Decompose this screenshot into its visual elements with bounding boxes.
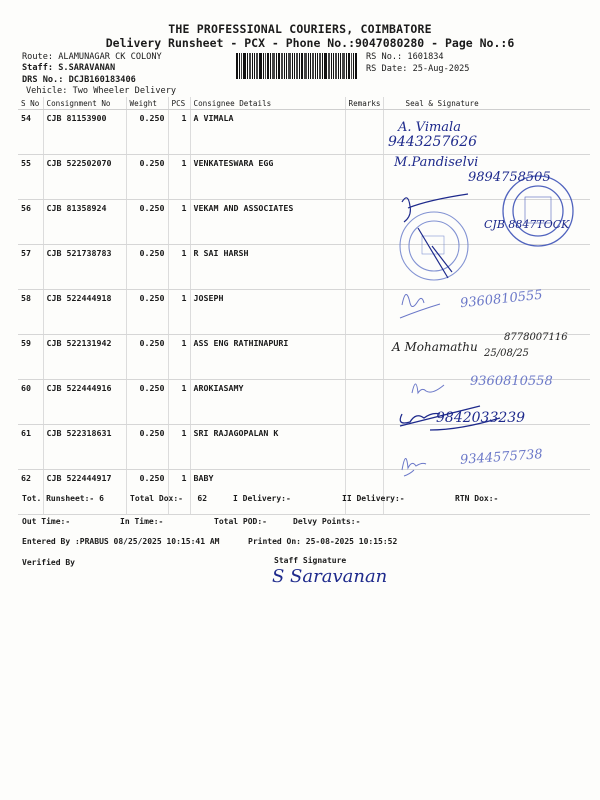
- cell-pcs: 1: [168, 110, 190, 155]
- cell-consignee: ASS ENG RATHINAPURI: [190, 335, 345, 380]
- cell-consignee: A VIMALA: [190, 110, 345, 155]
- i-delivery: I Delivery:-: [233, 494, 291, 503]
- table-row: [18, 245, 590, 290]
- total-dox: Total Dox:- 62: [130, 494, 208, 503]
- barcode-bar: [338, 53, 339, 79]
- staff-signature: S Saravanan: [272, 566, 388, 587]
- barcode-bar: [292, 53, 293, 79]
- cell-pcs: 1: [168, 380, 190, 425]
- handwritten-date-row59: 25/08/25: [484, 348, 529, 359]
- barcode-bar: [270, 53, 271, 79]
- cell-consignment: CJB 522444916: [43, 380, 126, 425]
- cell-consignee: R SAI HARSH: [190, 245, 345, 290]
- cell-pcs: 1: [168, 335, 190, 380]
- cell-remarks: [345, 470, 383, 515]
- cell-remarks: [345, 110, 383, 155]
- page-title: THE PROFESSIONAL COURIERS, COIMBATORE: [168, 22, 432, 36]
- handwritten-phone-row54: 9443257626: [388, 134, 478, 150]
- cell-sno: 57: [18, 245, 43, 290]
- cell-pcs: 1: [168, 470, 190, 515]
- cell-sno: 55: [18, 155, 43, 200]
- tot-runsheet: Tot. Runsheet:- 6: [22, 494, 104, 503]
- cell-sno: 59: [18, 335, 43, 380]
- cell-weight: 0.250: [126, 335, 168, 380]
- cell-pcs: 1: [168, 290, 190, 335]
- entered-by: Entered By :PRABUS 08/25/2025 10:15:41 AM: [22, 537, 220, 546]
- barcode: [236, 53, 366, 79]
- barcode-bar: [340, 53, 341, 79]
- runsheet-subtitle: Delivery Runsheet - PCX - Phone No.:9047080280 - Page No.:6: [105, 36, 515, 50]
- cell-consignment: CJB 81153900: [43, 110, 126, 155]
- rtn-dox: RTN Dox:-: [455, 494, 499, 503]
- barcode-bar: [252, 53, 253, 79]
- barcode-bar: [247, 53, 248, 79]
- barcode-bar: [335, 53, 337, 79]
- barcode-bar: [249, 53, 251, 79]
- printed-on: Printed On: 25-08-2025 10:15:52: [248, 537, 398, 546]
- barcode-bar: [272, 53, 275, 79]
- col-pcs: PCS: [168, 97, 190, 110]
- cell-remarks: [345, 290, 383, 335]
- barcode-bar: [333, 53, 334, 79]
- barcode-bar: [236, 53, 238, 79]
- handwritten-phone-row59: 8778007116: [504, 332, 568, 343]
- in-time: In Time:-: [120, 517, 164, 526]
- staff-signature-label: Staff Signature: [274, 556, 347, 565]
- total-pod: Total POD:-: [214, 517, 267, 526]
- barcode-bar: [239, 53, 240, 79]
- cell-weight: 0.250: [126, 290, 168, 335]
- barcode-bar: [310, 53, 311, 79]
- cell-consignment: CJB 521738783: [43, 245, 126, 290]
- barcode-bar: [324, 53, 327, 79]
- handwritten-stamp-note-row56: CJB 8847TOCK: [484, 218, 570, 231]
- cell-remarks: [345, 245, 383, 290]
- barcode-bar: [284, 53, 285, 79]
- cell-remarks: [345, 155, 383, 200]
- cell-pcs: 1: [168, 245, 190, 290]
- cell-sno: 58: [18, 290, 43, 335]
- barcode-bar: [317, 53, 318, 79]
- barcode-bar: [308, 53, 309, 79]
- barcode-bar: [276, 53, 277, 79]
- handwritten-name-row59: A Mohamathu: [392, 340, 478, 354]
- cell-weight: 0.250: [126, 155, 168, 200]
- out-time: Out Time:-: [22, 517, 71, 526]
- col-consignee: Consignee Details: [190, 97, 345, 110]
- barcode-bar: [259, 53, 262, 79]
- barcode-bar: [351, 53, 352, 79]
- barcode-bar: [315, 53, 316, 79]
- barcode-bar: [294, 53, 295, 79]
- barcode-bar: [263, 53, 264, 79]
- barcode-bar: [288, 53, 291, 79]
- handwritten-phone-row55: 9894758505: [468, 170, 551, 185]
- cell-sno: 54: [18, 110, 43, 155]
- cell-remarks: [345, 425, 383, 470]
- table-row: [18, 470, 590, 515]
- barcode-bar: [254, 53, 255, 79]
- cell-consignment: CJB 522444917: [43, 470, 126, 515]
- cell-remarks: [345, 200, 383, 245]
- barcode-bar: [304, 53, 307, 79]
- handwritten-phone-row61: 9842033239: [436, 410, 526, 426]
- barcode-bar: [299, 53, 300, 79]
- drs-number: DRS No.: DCJB160183406: [22, 75, 136, 85]
- col-weight: Weight: [126, 97, 168, 110]
- barcode-bar: [319, 53, 321, 79]
- barcode-bar: [322, 53, 323, 79]
- route-label: Route: ALAMUNAGAR CK COLONY: [22, 52, 162, 62]
- cell-consignee: VENKATESWARA EGG: [190, 155, 345, 200]
- barcode-bar: [346, 53, 347, 79]
- cell-weight: 0.250: [126, 110, 168, 155]
- barcode-bar: [256, 53, 258, 79]
- barcode-bar: [278, 53, 280, 79]
- rs-number: RS No.: 1601834: [366, 52, 444, 62]
- barcode-bar: [265, 53, 266, 79]
- barcode-bar: [331, 53, 332, 79]
- barcode-bar: [301, 53, 303, 79]
- cell-sno: 61: [18, 425, 43, 470]
- barcode-bar: [342, 53, 345, 79]
- table-header-row: [18, 97, 590, 110]
- cell-sno: 56: [18, 200, 43, 245]
- cell-seal-signature: [383, 245, 590, 290]
- cell-remarks: [345, 335, 383, 380]
- cell-sno: 62: [18, 470, 43, 515]
- cell-pcs: 1: [168, 425, 190, 470]
- cell-consignment: CJB 522444918: [43, 290, 126, 335]
- cell-weight: 0.250: [126, 470, 168, 515]
- rs-date: RS Date: 25-Aug-2025: [366, 64, 470, 74]
- cell-consignee: VEKAM AND ASSOCIATES: [190, 200, 345, 245]
- cell-consignee: BABY: [190, 470, 345, 515]
- cell-pcs: 1: [168, 155, 190, 200]
- staff-label: Staff: S.SARAVANAN: [22, 63, 116, 73]
- handwritten-phone-row58: 9360810555: [459, 287, 544, 312]
- vehicle-label: Vehicle: Two Wheeler Delivery: [26, 86, 177, 96]
- cell-consignee: JOSEPH: [190, 290, 345, 335]
- col-seal-signature: Seal & Signature: [383, 97, 590, 110]
- ii-delivery: II Delivery:-: [342, 494, 405, 503]
- col-sno: S No: [18, 97, 43, 110]
- cell-seal-signature: [383, 470, 590, 515]
- table-row: [18, 110, 590, 155]
- cell-consignment: CJB 81358924: [43, 200, 126, 245]
- cell-sno: 60: [18, 380, 43, 425]
- cell-consignee: AROKIASAMY: [190, 380, 345, 425]
- barcode-bar: [243, 53, 246, 79]
- barcode-bar: [296, 53, 298, 79]
- cell-remarks: [345, 380, 383, 425]
- barcode-bar: [328, 53, 330, 79]
- barcode-bar: [353, 53, 354, 79]
- cell-weight: 0.250: [126, 425, 168, 470]
- barcode-bar: [267, 53, 269, 79]
- handwritten-name-row54: A. Vimala: [398, 120, 461, 135]
- cell-weight: 0.250: [126, 245, 168, 290]
- barcode-bar: [348, 53, 350, 79]
- barcode-bar: [241, 53, 242, 79]
- handwritten-phone-row62: 9344575738: [459, 447, 544, 468]
- cell-consignment: CJB 522502070: [43, 155, 126, 200]
- cell-pcs: 1: [168, 200, 190, 245]
- verified-by: Verified By: [22, 558, 75, 567]
- barcode-bar: [286, 53, 287, 79]
- col-consignment: Consignment No: [43, 97, 126, 110]
- handwritten-phone-row60: 9360810558: [470, 374, 553, 389]
- cell-weight: 0.250: [126, 380, 168, 425]
- cell-consignee: SRI RAJAGOPALAN K: [190, 425, 345, 470]
- cell-consignment: CJB 522318631: [43, 425, 126, 470]
- barcode-bar: [312, 53, 314, 79]
- handwritten-name-row55: M.Pandiselvi: [394, 155, 479, 170]
- cell-weight: 0.250: [126, 200, 168, 245]
- delvy-points: Delvy Points:-: [293, 517, 361, 526]
- barcode-bar: [281, 53, 283, 79]
- cell-consignment: CJB 522131942: [43, 335, 126, 380]
- col-remarks: Remarks: [345, 97, 383, 110]
- barcode-bar: [355, 53, 357, 79]
